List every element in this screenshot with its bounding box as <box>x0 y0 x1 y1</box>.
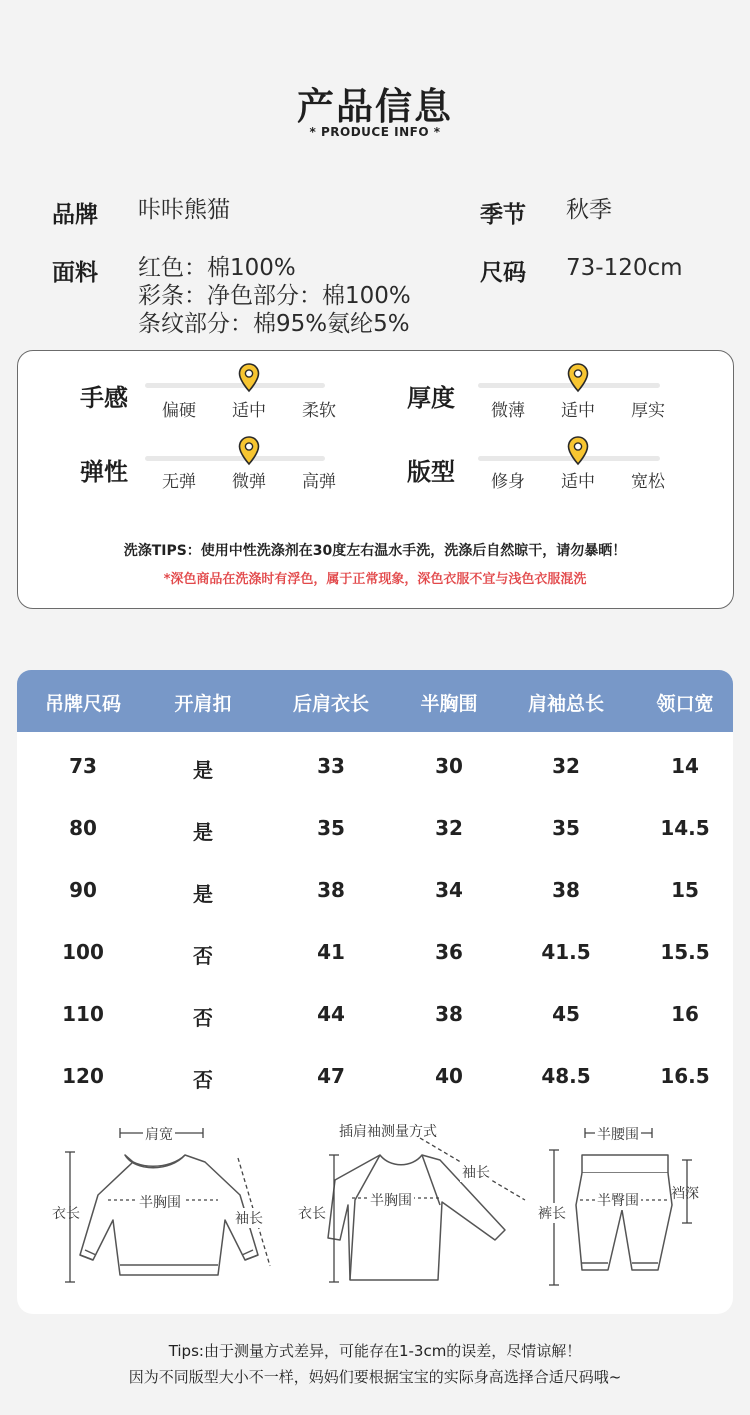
fabric-line: 红色：棉100% <box>138 255 296 281</box>
table-cell: 是 <box>193 758 213 782</box>
table-cell: 110 <box>62 1002 104 1026</box>
table-cell: 16.5 <box>660 1064 710 1088</box>
table-cell: 15 <box>671 878 699 902</box>
feel-option: 厚实 <box>631 401 665 421</box>
table-cell: 32 <box>552 754 580 778</box>
column-header-shoulder-button: 开肩扣 <box>174 693 232 715</box>
feel-option: 修身 <box>491 472 525 492</box>
feel-option: 无弹 <box>162 472 196 492</box>
feel-option: 微薄 <box>491 401 525 421</box>
feel-label-thickness: 厚度 <box>407 384 455 412</box>
page-title: 产品信息 <box>297 85 453 128</box>
diagram-label-chest: 半胸围 <box>368 1190 414 1210</box>
location-pin-icon <box>567 363 589 393</box>
feel-option: 宽松 <box>631 472 665 492</box>
size-label: 尺码 <box>480 260 526 286</box>
season-value: 秋季 <box>566 197 612 223</box>
wash-tips: 洗涤TIPS：使用中性洗涤剂在30度左右温水手洗，洗涤后自然晾干，请勿暴晒！ <box>123 543 627 559</box>
table-cell: 40 <box>435 1064 463 1088</box>
table-cell: 16 <box>671 1002 699 1026</box>
table-cell: 32 <box>435 816 463 840</box>
brand-label: 品牌 <box>52 202 98 228</box>
column-header-back-length: 后肩衣长 <box>292 693 369 715</box>
diagram-label-length: 裤长 <box>538 1203 566 1223</box>
diagram-label-length: 衣长 <box>298 1206 326 1222</box>
fabric-label: 面料 <box>52 260 98 286</box>
table-row <box>0 940 750 966</box>
feel-label-hand: 手感 <box>80 384 128 412</box>
fabric-value <box>138 254 411 338</box>
table-cell: 14 <box>671 754 699 778</box>
feel-option-selected: 微弹 <box>232 472 266 492</box>
column-header-collar-width: 领口宽 <box>656 693 714 715</box>
footer-tips: Tips:由于测量方式差异，可能存在1-3cm的误差，尽情谅解！ <box>168 1342 582 1360</box>
table-cell: 38 <box>435 1002 463 1026</box>
table-cell: 否 <box>193 1068 213 1092</box>
table-cell: 35 <box>317 816 345 840</box>
table-row <box>0 1064 750 1090</box>
feel-option: 高弹 <box>302 472 336 492</box>
table-cell: 41 <box>317 940 345 964</box>
feel-option-selected: 适中 <box>561 472 595 492</box>
fabric-line: 条纹部分：棉95%氨纶5% <box>138 311 410 337</box>
raglan-diagram <box>300 1130 540 1290</box>
diagram-title-raglan: 插肩袖测量方式 <box>339 1124 437 1140</box>
table-cell: 14.5 <box>660 816 710 840</box>
diagram-label-sleeve: 袖长 <box>233 1208 265 1228</box>
table-cell: 38 <box>317 878 345 902</box>
column-header-sleeve-length: 肩袖总长 <box>527 693 604 715</box>
table-row <box>0 816 750 842</box>
table-cell: 47 <box>317 1064 345 1088</box>
feel-option-selected: 适中 <box>232 401 266 421</box>
table-cell: 34 <box>435 878 463 902</box>
table-cell: 33 <box>317 754 345 778</box>
column-header-tag-size: 吊牌尺码 <box>44 693 121 715</box>
feel-option: 偏硬 <box>162 401 196 421</box>
table-cell: 30 <box>435 754 463 778</box>
size-value: 73-120cm <box>566 255 683 281</box>
footer-note: 因为不同版型大小不一样，妈妈们要根据宝宝的实际身高选择合适尺码哦~ <box>128 1368 622 1386</box>
season-label: 季节 <box>480 202 526 228</box>
table-cell: 90 <box>69 878 97 902</box>
table-cell: 38 <box>552 878 580 902</box>
table-cell: 是 <box>193 882 213 906</box>
table-cell: 80 <box>69 816 97 840</box>
table-cell: 36 <box>435 940 463 964</box>
table-cell: 否 <box>193 944 213 968</box>
wash-warning: *深色商品在洗涤时有浮色，属于正常现象，深色衣服不宜与浅色衣服混洗 <box>163 572 587 587</box>
feel-label-fit: 版型 <box>407 458 455 486</box>
table-row <box>0 1002 750 1028</box>
feel-track-elasticity <box>145 456 325 461</box>
table-cell: 15.5 <box>660 940 710 964</box>
diagram-label-rise: 裆深 <box>671 1186 699 1202</box>
table-cell: 是 <box>193 820 213 844</box>
table-cell: 48.5 <box>541 1064 591 1088</box>
location-pin-icon <box>567 436 589 466</box>
table-row <box>0 754 750 780</box>
table-cell: 100 <box>62 940 104 964</box>
table-cell: 45 <box>552 1002 580 1026</box>
table-cell: 41.5 <box>541 940 591 964</box>
feel-label-elasticity: 弹性 <box>80 458 128 486</box>
page-subtitle: * PRODUCE INFO * <box>309 125 441 139</box>
diagram-label-length: 衣长 <box>52 1206 80 1222</box>
diagram-label-waist: 半腰围 <box>595 1124 641 1144</box>
diagram-label-chest: 半胸围 <box>137 1192 183 1212</box>
diagram-label-sleeve: 袖长 <box>460 1162 492 1182</box>
column-header-half-chest: 半胸围 <box>420 693 478 715</box>
location-pin-icon <box>238 363 260 393</box>
table-cell: 120 <box>62 1064 104 1088</box>
table-cell: 44 <box>317 1002 345 1026</box>
table-row <box>0 878 750 904</box>
diagram-label-hip: 半臀围 <box>595 1190 641 1210</box>
feel-option: 柔软 <box>302 401 336 421</box>
brand-value: 咔咔熊猫 <box>138 197 230 223</box>
fabric-line: 彩条：净色部分：棉100% <box>138 283 411 309</box>
feel-option-selected: 适中 <box>561 401 595 421</box>
location-pin-icon <box>238 436 260 466</box>
table-cell: 否 <box>193 1006 213 1030</box>
diagram-label-shoulder: 肩宽 <box>143 1124 175 1144</box>
table-cell: 35 <box>552 816 580 840</box>
table-cell: 73 <box>69 754 97 778</box>
feel-track-hand <box>145 383 325 388</box>
